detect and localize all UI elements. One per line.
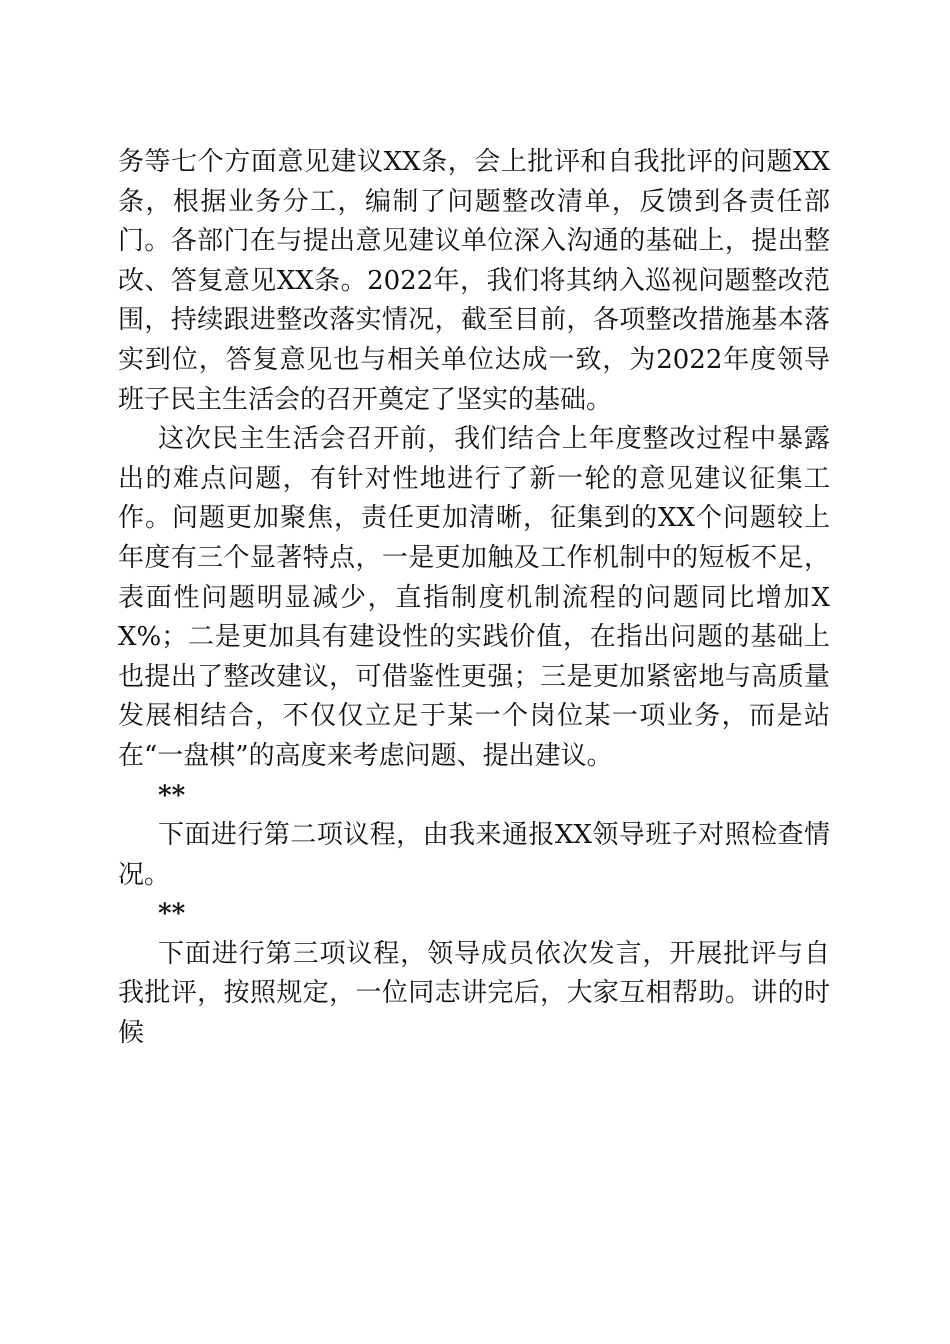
paragraph-1: 务等七个方面意见建议XX条，会上批评和自我批评的问题XX条，根据业务分工，编制了问题整改清单，反馈到各责任部门。各部门在与提出意见建议单位深入沟通的基础上，提出整改、答复意见XX条。2022年，我们将其纳入巡视问题整改范围，持续跟进整改落实情况，截至目前，各项整改措施基本落实到位，答复意见也与相关单位达成一致，为2022年度领导班子民主生活会的召开奠定了坚实的基础。 <box>118 147 830 415</box>
paragraph-3: 下面进行第二项议程，由我来通报XX领导班子对照检查情况。 <box>118 820 830 890</box>
section-marker-1: ** <box>158 780 186 811</box>
section-marker-2: ** <box>158 899 186 930</box>
paragraph-4: 下面进行第三项议程，领导成员依次发言，开展批评与自我批评，按照规定，一位同志讲完后，大家互相帮助。讲的时候 <box>118 938 830 1049</box>
paragraph-2: 这次民主生活会召开前，我们结合上年度整改过程中暴露出的难点问题，有针对性地进行了新一轮的意见建议征集工作。问题更加聚焦，责任更加清晰，征集到的XX个问题较上年度有三个显著特点，一是更加触及工作机制中的短板不足，表面性问题明显减少，直指制度机制流程的问题同比增加XX%；二是更加具有建设性的实践价值，在指出问题的基础上也提出了整改建议，可借鉴性更强；三是更加紧密地与高质量发展相结合，不仅仅立足于某一个岗位某一项业务，而是站在“一盘棋”的高度来考虑问题、提出建议。 <box>118 424 830 771</box>
document-body <box>118 143 830 1054</box>
